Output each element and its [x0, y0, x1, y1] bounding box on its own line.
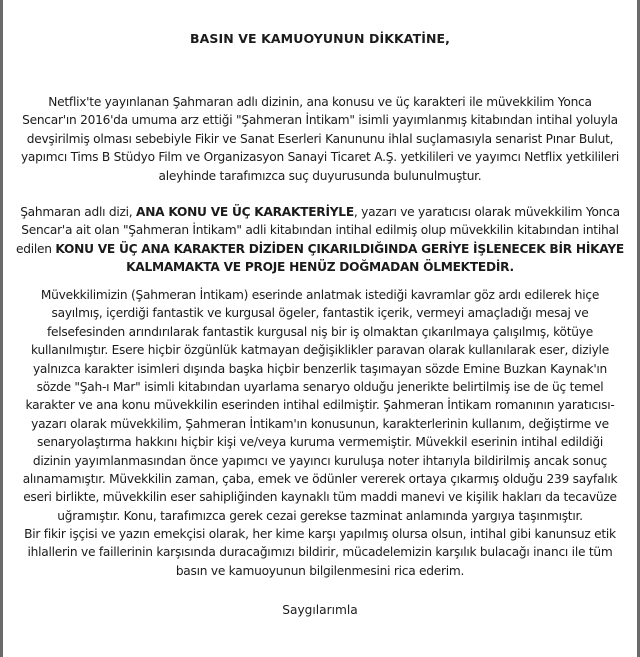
text-line: [6, 433, 634, 451]
text-segment: aleyhinde tarafımızca suç duyurusunda bulunulmuştur.: [158, 168, 482, 183]
text-line: [6, 203, 634, 221]
text-line: [6, 93, 634, 111]
text-segment: felsefesinden arındırılarak fantastik kurgusal niş bir iş olmaktan çıkarılmaya çalışılmış, kötüye: [47, 324, 593, 339]
text-line: [6, 525, 634, 543]
text-line: [6, 130, 634, 148]
text-line: [6, 111, 634, 129]
text-segment: dizinin yayımlanmasından önce yapımcı ve yayıncı kuruluşa noter ihtarıyla bildirilmiş ancak sonuç: [32, 453, 608, 468]
text-segment: ihlallerin ve faillerinin karşısında duracağımızı bildirir, mücadelemizin karşılık bulacağı inancı ile tüm: [27, 545, 613, 560]
text-segment: Bir fikir işçisi ve yazın emekçisi olarak, her kime karşı yapılmış olursa olsun, intihal gibi kanunsuz etik: [24, 527, 616, 542]
text-segment: senaryolaştırma hakkını hiçbir kişi ve/veya kuruma vermemiştir. Müvekkil eserinin intihal edildiği: [36, 435, 604, 450]
text-segment: alınamamıştır. Müvekkilin zaman, çaba, emek ve ödünler vererek ortaya çıkarmış olduğu 239 sayfalık: [22, 471, 618, 486]
text-segment: uğramıştır. Konu, tarafımızca gerek cezai gerekse tazminat anlamında yargıya taşınmıştır.: [57, 508, 583, 523]
text-segment: sözde "Şah-ı Mar" isimli kitabından uyarlama senaryo olduğu jenerikte belirtilmiş ise de üç temel: [36, 379, 604, 394]
document-title: BASIN VE KAMUOYUNUN DİKKATİNE,: [189, 31, 451, 46]
text-line: [6, 378, 634, 396]
text-segment: yazarı olarak müvekkilim, Şahmeran İntikam'ın konusunun, karakterlerinin kullanım, değiştirme ve: [31, 416, 609, 431]
text-line: [6, 488, 634, 506]
text-line: [6, 470, 634, 488]
text-line: [6, 396, 634, 414]
text-segment: Netflix'te yayınlanan Şahmaran adlı dizinin, ana konusu ve üç karakteri ile müvekkilim Yonca: [48, 95, 592, 109]
text-segment: karakter ve ana konu müvekkilin eserinden intihal edilmiştir. Şahmeran İntikam romanının yaratıcısı-: [25, 398, 615, 413]
text-segment: Sencar'ın 2016'da umuma arz ettiği "Şahmeran İntikam" isimli yayımlanmış kitabından intihal yoluyla: [22, 113, 618, 128]
text-segment: Şahmaran adlı dizi,: [20, 205, 137, 219]
text-segment: Müvekkilimizin (Şahmeran İntikam) eserinde anlatmak istediği kavramlar göz ardı edilerek hiçe: [40, 288, 600, 302]
text-line: [6, 360, 634, 378]
paragraph-main-claim: [6, 203, 634, 277]
text-line: [6, 286, 634, 304]
text-line: [6, 240, 634, 258]
text-line: [6, 507, 634, 525]
bold-text-segment: KONU VE ÜÇ ANA KARAKTER DİZİDEN ÇIKARILDIĞINDA GERİYE İŞLENECEK BİR HİKAYE: [55, 241, 624, 256]
text-segment: eseri birlikte, müvekkilin eser sahipliğinden kaynaklı tüm maddi manevi ve kişilik hakları da tecavüze: [23, 490, 617, 505]
text-segment: edilen: [16, 241, 56, 256]
text-segment: yalnızca karakter isimleri dışında başka hiçbir benzerlik taşımayan sözde Emine Buzkan Kaynak'ın: [32, 361, 608, 376]
closing-signature: Saygılarımla: [282, 603, 358, 617]
paragraph-details: [6, 286, 634, 580]
text-segment: kullanılmıştır. Esere hiçbir özgünlük katmayan değişiklikler paravan olarak kullanılarak eser, diziyle: [31, 343, 609, 358]
bold-text-segment: KALMAMAKTA VE PROJE HENÜZ DOĞMADAN ÖLMEKTEDİR.: [126, 260, 514, 275]
text-line: [6, 221, 634, 239]
text-line: [6, 148, 634, 166]
scan-edge-left: [0, 0, 3, 657]
text-line: [6, 562, 634, 580]
text-line: [6, 258, 634, 276]
text-segment: devşirilmiş olması sebebiyle Fikir ve Sanat Eserleri Kanununu ihlal suçlamasıyla senarist Pınar Bulut,: [26, 131, 614, 146]
text-line: [6, 543, 634, 561]
bold-text-segment: ANA KONU VE ÜÇ KARAKTERİYLE: [136, 205, 354, 219]
text-segment: , yazarı ve yaratıcısı olarak müvekkilim Yonca: [353, 205, 620, 219]
paragraph-complaint: [6, 93, 634, 185]
text-line: [6, 304, 634, 322]
text-line: [6, 415, 634, 433]
text-segment: Sencar'a ait olan "Şahmeran İntikam" adli kitabından intihal edilmiş olup müvekkilin kitabından intihal: [21, 223, 619, 238]
text-line: [6, 452, 634, 470]
text-segment: sayılmış, içerdiği fantastik ve kurgusal ögeler, fantastik içerik, vermeyi amaçladığı mesaj ve: [51, 306, 589, 321]
text-segment: basın ve kamuoyunun bilgilenmesini rica ederim.: [175, 563, 465, 578]
text-line: [6, 323, 634, 341]
text-line: [6, 341, 634, 359]
text-line: [6, 167, 634, 185]
text-segment: yapımcı Tims B Stüdyo Film ve Organizasyon Sanayi Ticaret A.Ş. yetkilileri ve yayımcı Netflix yetkilileri: [20, 150, 620, 165]
